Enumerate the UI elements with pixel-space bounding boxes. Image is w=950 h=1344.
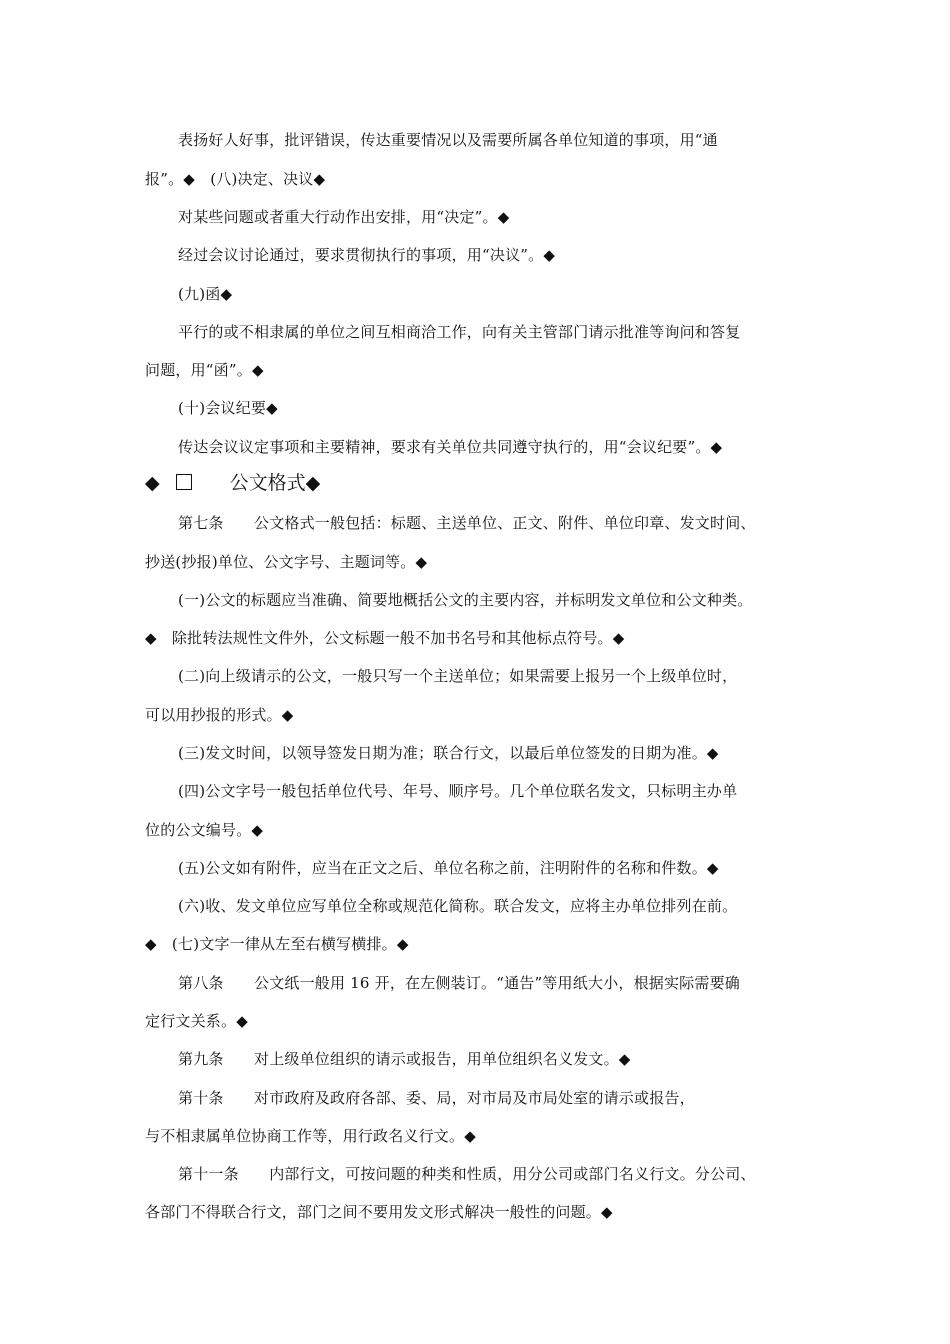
text-line: (三)发文时间，以领导签发日期为准；联合行文，以最后单位签发的日期为准。◆ [178, 744, 719, 762]
text-line: (十)会议纪要◆ [178, 399, 278, 417]
text-line: 第十条 对市政府及政府各部、委、局，对市局及市局处室的请示或报告， [178, 1089, 695, 1107]
text-line: 第八条 公文纸一般用 16 开，在左侧装订。“通告”等用纸大小，根据实际需要确 [178, 974, 740, 992]
text-line: 报”。◆ (八)决定、决议◆ [145, 170, 326, 188]
text-line: 定行文关系。◆ [145, 1012, 248, 1030]
text-line: 第九条 对上级单位组织的请示或报告，用单位组织名义发文。◆ [178, 1050, 631, 1068]
text-line: 第七条 公文格式一般包括：标题、主送单位、正文、附件、单位印章、发文时间、 [178, 514, 756, 532]
text-line: (九)函◆ [178, 285, 233, 303]
text-line: (五)公文如有附件，应当在正文之后、单位名称之前，注明附件的名称和件数。◆ [178, 859, 719, 877]
text-line: 各部门不得联合行文，部门之间不要用发文形式解决一般性的问题。◆ [145, 1203, 613, 1221]
text-line: 表扬好人好事，批评错误，传达重要情况以及需要所属各单位知道的事项，用“通 [178, 131, 718, 149]
text-line: ◆ 除批转法规性文件外，公文标题一般不加书名号和其他标点符号。◆ [145, 629, 625, 647]
heading-title: 公文格式◆ [229, 472, 321, 494]
text-line: 抄送(抄报)单位、公文字号、主题词等。◆ [145, 553, 428, 571]
text-line: 与不相隶属单位协商工作等，用行政名义行文。◆ [145, 1127, 476, 1145]
text-line: 平行的或不相隶属的单位之间互相商洽工作，向有关主管部门请示批准等询问和答复 [178, 323, 741, 341]
text-line: (一)公文的标题应当准确、简要地概括公文的主要内容，并标明发文单位和公文种类。 [178, 591, 753, 609]
text-line: ◆ (七)文字一律从左至右横写横排。◆ [145, 935, 409, 953]
text-line: 经过会议讨论通过，要求贯彻执行的事项，用“决议”。◆ [178, 246, 556, 264]
text-line: (四)公文字号一般包括单位代号、年号、顺序号。几个单位联名发文，只标明主办单 [178, 782, 738, 800]
text-line: 对某些问题或者重大行动作出安排，用“决定”。◆ [178, 208, 510, 226]
checkbox-square-icon [176, 474, 192, 490]
text-line: 位的公文编号。◆ [145, 821, 264, 839]
text-line: (六)收、发文单位应写单位全称或规范化简称。联合发文，应将主办单位排列在前。 [178, 897, 738, 915]
section-heading [145, 471, 320, 495]
text-line: 可以用抄报的形式。◆ [145, 706, 294, 724]
text-line: 传达会议议定事项和主要精神，要求有关单位共同遵守执行的，用“会议纪要”。◆ [178, 438, 723, 456]
text-line: 问题，用“函”。◆ [145, 361, 264, 379]
text-line: (二)向上级请示的公文，一般只写一个主送单位；如果需要上报另一个上级单位时， [178, 667, 738, 685]
heading-bullet-icon: ◆ [145, 472, 160, 494]
text-line: 第十一条 内部行文，可按问题的种类和性质，用分公司或部门名义行文。分公司、 [178, 1165, 756, 1183]
